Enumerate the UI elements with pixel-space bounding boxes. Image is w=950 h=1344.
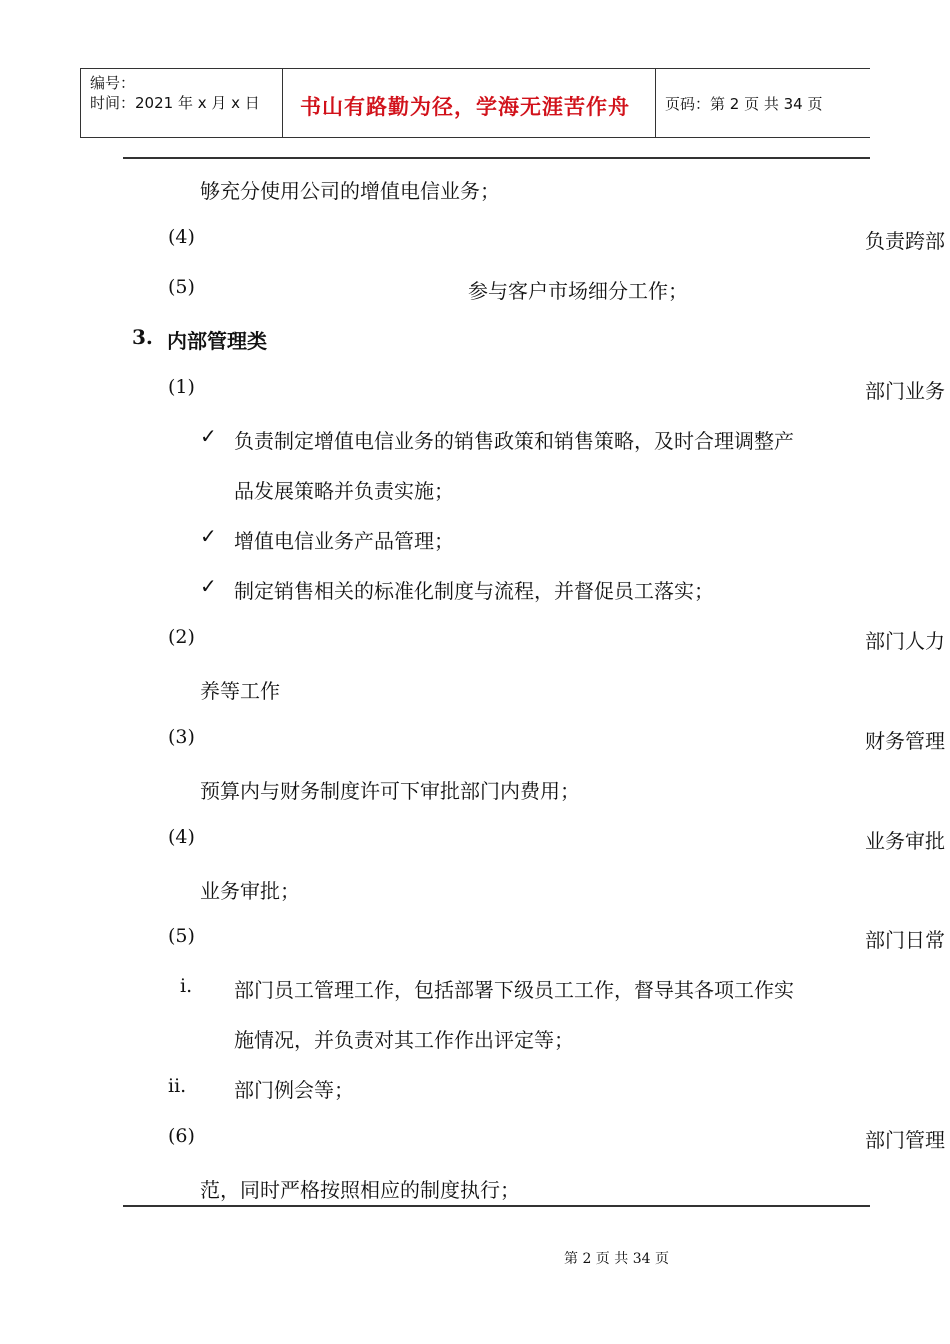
item-continuation: 养等工作 — [200, 679, 280, 703]
item-text-truncated: 负责跨部 — [865, 229, 945, 253]
roman-item-continuation: 施情况，并负责对其工作作出评定等； — [234, 1028, 574, 1052]
item-number: (6) — [168, 1125, 195, 1147]
section-number: 3. — [132, 325, 153, 349]
item-text-truncated: 部门业务 — [865, 379, 945, 403]
check-item-text: 负责制定增值电信业务的销售政策和销售策略，及时合理调整产 — [234, 429, 794, 453]
item-number: (1) — [168, 376, 195, 398]
item-number: (3) — [168, 726, 195, 748]
item-text: 参与客户市场细分工作； — [468, 279, 688, 303]
item-number: (4) — [168, 826, 195, 848]
item-continuation: 范，同时严格按照相应的制度执行； — [200, 1178, 520, 1202]
bottom-rule — [123, 1205, 870, 1207]
roman-number: i. — [180, 975, 193, 997]
item-text-truncated: 部门人力 — [865, 629, 945, 653]
checkmark-icon: ✓ — [200, 424, 217, 448]
top-rule — [123, 157, 870, 159]
item-number: (4) — [168, 226, 195, 248]
page-header — [80, 68, 870, 138]
item-text-truncated: 财务管理 — [865, 729, 945, 753]
item-number: (5) — [168, 276, 195, 298]
header-motto: 书山有路勤为径，学海无涯苦作舟 — [300, 95, 630, 119]
item-continuation: 业务审批； — [200, 879, 300, 903]
item-text-truncated: 部门管理 — [865, 1128, 945, 1152]
header-number-label: 编号： — [90, 74, 136, 92]
check-item-text: 制定销售相关的标准化制度与流程，并督促员工落实； — [234, 579, 714, 603]
header-time-label: 时间：2021 年 x 月 x 日 — [90, 94, 260, 112]
body-line: 够充分使用公司的增值电信业务； — [200, 179, 500, 203]
roman-item-text: 部门员工管理工作，包括部署下级员工工作，督导其各项工作实 — [234, 978, 794, 1002]
item-text-truncated: 业务审批 — [865, 829, 945, 853]
check-item-text: 增值电信业务产品管理； — [234, 529, 454, 553]
checkmark-icon: ✓ — [200, 574, 217, 598]
item-continuation: 预算内与财务制度许可下审批部门内费用； — [200, 779, 580, 803]
roman-item-text: 部门例会等； — [234, 1078, 354, 1102]
section-heading: 内部管理类 — [167, 329, 267, 353]
checkmark-icon: ✓ — [200, 524, 217, 548]
page-footer: 第 2 页 共 34 页 — [564, 1251, 669, 1267]
item-number: (5) — [168, 925, 195, 947]
item-number: (2) — [168, 626, 195, 648]
header-meta — [90, 73, 260, 113]
check-item-continuation: 品发展策略并负责实施； — [234, 479, 454, 503]
header-page-label: 页码：第 2 页 共 34 页 — [665, 95, 823, 113]
item-text-truncated: 部门日常 — [865, 928, 945, 952]
roman-number: ii. — [168, 1075, 187, 1097]
